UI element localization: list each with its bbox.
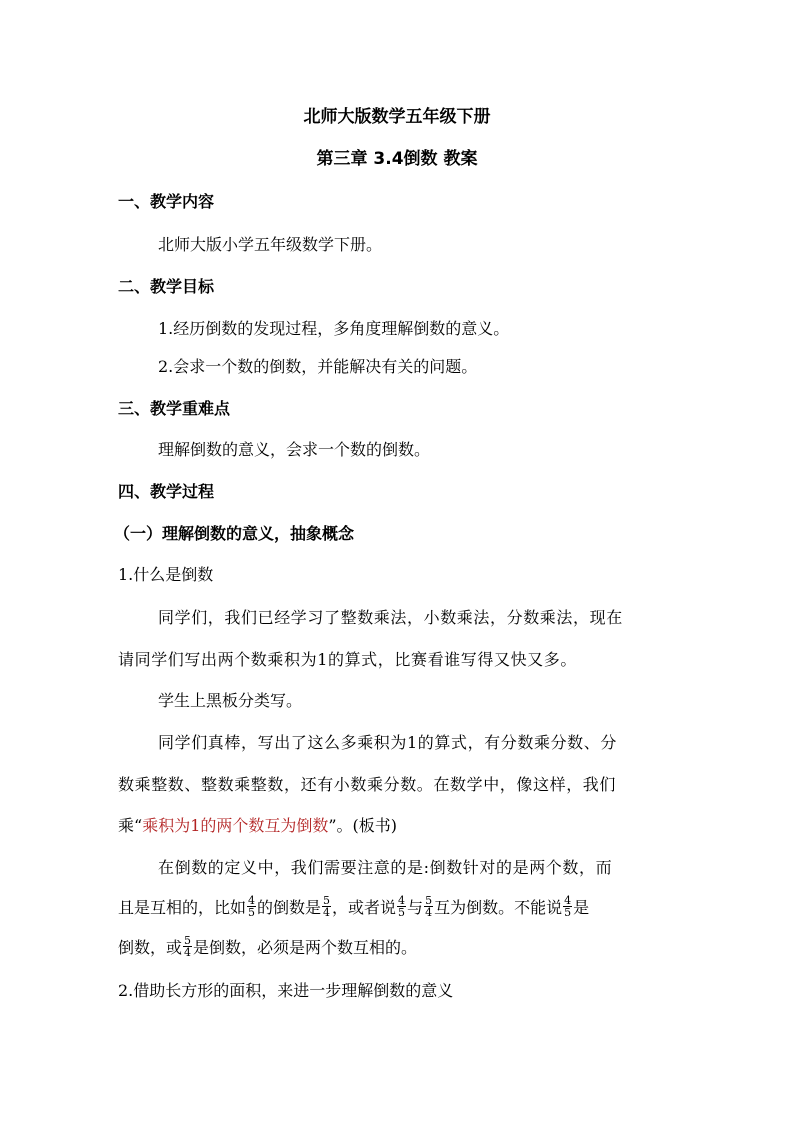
question-heading-2: 2.借助长方形的面积，来进一步理解倒数的意义 [118,981,454,1000]
text-span: 且是互相的，比如 [118,898,247,917]
fraction-denominator: 4 [184,946,192,959]
fraction-denominator: 5 [564,906,572,919]
paragraph-3-line-1: 同学们真棒，写出了这么多乘积为1的算式，有分数乘分数、分 [158,733,617,752]
fraction-numerator: 5 [323,894,331,907]
paragraph-2: 学生上黑板分类写。 [158,691,303,710]
paragraph-3-text-before: 乘“ [118,816,143,835]
fraction [424,895,433,918]
text-span: 是倒数，必须是两个数互相的。 [193,938,418,957]
text-span: 与 [407,898,424,917]
fraction-numerator: 4 [564,894,572,907]
fraction-numerator: 4 [398,894,406,907]
text-span: 互为倒数。不能说 [434,898,563,917]
document-title: 北师大版数学五年级下册 [303,107,491,127]
section-heading-process: 四、教学过程 [118,482,215,501]
text-span: ，或者说 [332,898,397,917]
section-heading-goals: 二、教学目标 [118,277,215,296]
fraction-numerator: 4 [248,894,256,907]
section-body-key-points: 理解倒数的意义，会求一个数的倒数。 [158,440,431,459]
goal-item-2: 2.会求一个数的倒数，并能解决有关的问题。 [158,357,478,376]
question-heading-1: 1.什么是倒数 [118,565,214,584]
goal-item-1: 1.经历倒数的发现过程，多角度理解倒数的意义。 [158,319,510,338]
fraction [397,895,406,918]
paragraph-4-line-2 [118,894,678,920]
document-subtitle: 第三章 3.4倒数 教案 [316,149,478,169]
fraction-denominator: 5 [398,906,406,919]
paragraph-1-line-1: 同学们，我们已经学习了整数乘法，小数乘法，分数乘法，现在 [158,608,623,627]
fraction [183,935,192,958]
paragraph-3-line-2: 数乘整数、整数乘整数，还有小数乘分数。在数学中，像这样，我们 [118,775,617,794]
fraction [247,895,256,918]
fraction-numerator: 5 [425,894,433,907]
text-span: 的倒数是 [257,898,322,917]
subsection-heading-1: （一）理解倒数的意义，抽象概念 [114,524,355,543]
paragraph-3-line-3 [118,815,678,837]
paragraph-1-line-2: 请同学们写出两个数乘积为1的算式，比赛看谁写得又快又多。 [118,650,577,669]
paragraph-4-line-3 [118,934,678,960]
fraction-numerator: 5 [184,934,192,947]
text-span: 是 [573,898,590,917]
text-span: 倒数，或 [118,938,183,957]
fraction-denominator: 4 [425,906,433,919]
fraction-denominator: 4 [323,906,331,919]
fraction [563,895,572,918]
fraction [322,895,331,918]
paragraph-3-text-after: ”。(板书) [328,816,398,835]
section-heading-key-points: 三、教学重难点 [118,399,231,418]
section-body-content: 北师大版小学五年级数学下册。 [158,235,383,254]
paragraph-4-line-1: 在倒数的定义中，我们需要注意的是:倒数针对的是两个数，而 [158,858,613,877]
definition-highlight: 乘积为1的两个数互为倒数 [142,816,329,835]
fraction-denominator: 5 [248,906,256,919]
section-heading-content: 一、教学内容 [118,192,215,211]
